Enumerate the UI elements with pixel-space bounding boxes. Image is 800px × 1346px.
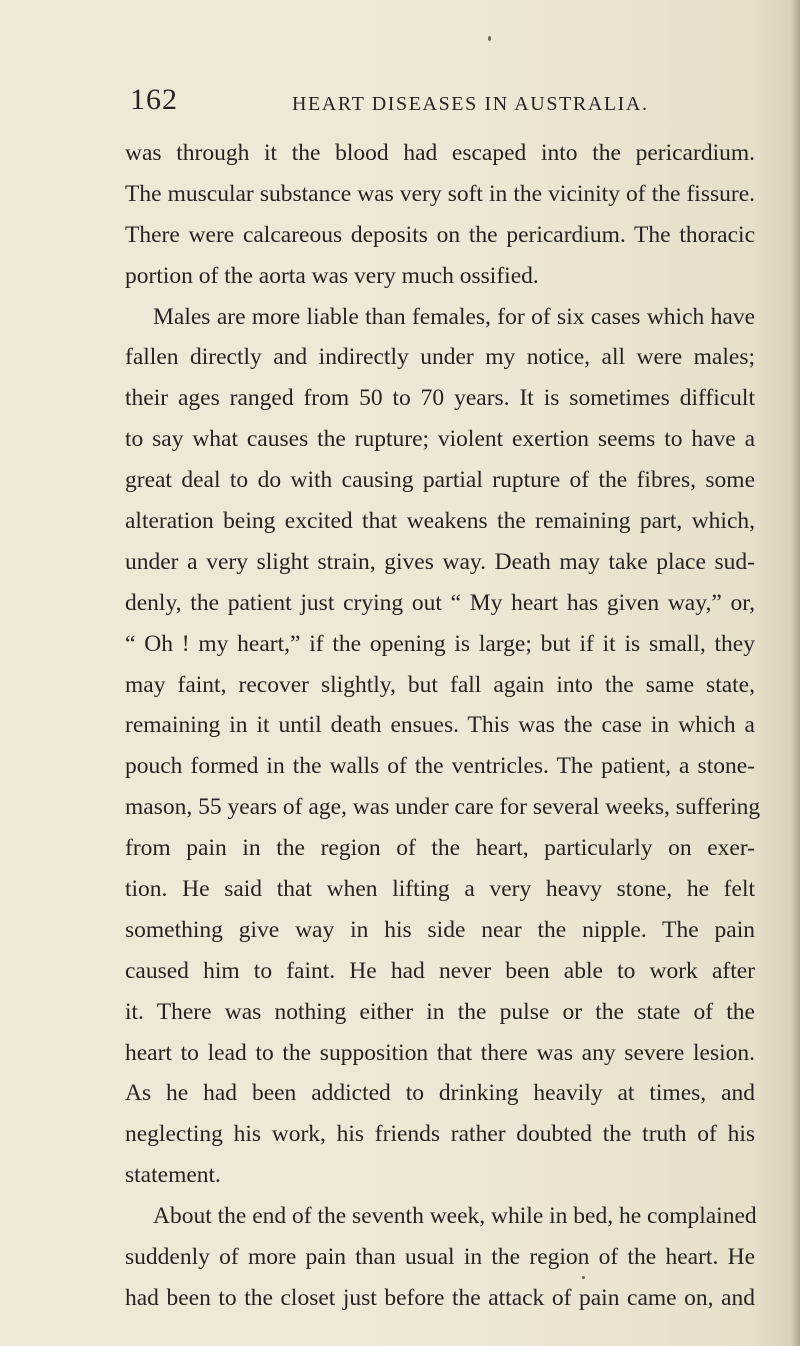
text-line: The muscular substance was very soft in the vicinity of the fissure. xyxy=(125,180,755,207)
text-line: remaining in it until death ensues. This was the case in which a xyxy=(125,712,755,739)
text-line: their ages ranged from 50 to 70 years. It is sometimes difficult xyxy=(125,385,755,412)
text-line: tion. He said that when lifting a very heavy stone, he felt xyxy=(125,876,755,903)
paragraph-start-line: Males are more liable than females, for of six cases which have xyxy=(153,303,755,330)
text-line: it. There was nothing either in the pulse or the state of the xyxy=(125,998,755,1025)
page-edge-shadow xyxy=(790,0,800,1346)
text-line: suddenly of more pain than usual in the region of the heart. He xyxy=(125,1244,755,1271)
text-line: great deal to do with causing partial rupture of the fibres, some xyxy=(125,467,755,494)
page-number: 162 xyxy=(130,83,178,116)
text-line: had been to the closet just before the attack of pain came on, and xyxy=(125,1284,755,1311)
text-line: mason, 55 years of age, was under care for several weeks, suffering xyxy=(125,794,761,821)
body-text xyxy=(125,133,761,1319)
text-line: As he had been addicted to drinking heavily at times, and xyxy=(125,1080,755,1107)
text-line: to say what causes the rupture; violent exertion seems to have a xyxy=(125,426,755,453)
paper-speck xyxy=(582,1276,585,1279)
text-line: “ Oh ! my heart,” if the opening is large; but if it is small, they xyxy=(125,630,755,657)
text-line: fallen directly and indirectly under my notice, all were males; xyxy=(125,344,755,371)
text-line: pouch formed in the walls of the ventricles. The patient, a stone- xyxy=(125,753,755,780)
text-line: from pain in the region of the heart, particularly on exer- xyxy=(125,835,755,862)
text-line: denly, the patient just crying out “ My heart has given way,” or, xyxy=(125,589,755,616)
text-line: alteration being excited that weakens the remaining part, which, xyxy=(125,508,755,535)
text-line: portion of the aorta was very much ossified. xyxy=(125,262,539,289)
text-line: was through it the blood had escaped into the pericardium. xyxy=(125,140,755,166)
text-line: may faint, recover slightly, but fall again into the same state, xyxy=(125,671,755,698)
text-line: heart to lead to the supposition that there was any severe lesion. xyxy=(125,1039,755,1066)
running-title: HEART DISEASES IN AUSTRALIA. xyxy=(292,93,649,115)
text-line: neglecting his work, his friends rather doubted the truth of his xyxy=(125,1121,755,1148)
text-line: caused him to faint. He had never been able to work after xyxy=(125,957,755,984)
text-line: something give way in his side near the nipple. The pain xyxy=(125,916,755,943)
text-line: There were calcareous deposits on the pericardium. The thoracic xyxy=(125,221,755,248)
text-line: under a very slight strain, gives way. Death may take place sud- xyxy=(125,548,755,575)
paragraph-start-line: About the end of the seventh week, while in bed, he complained xyxy=(153,1203,757,1230)
paper-speck xyxy=(488,36,491,41)
text-line: statement. xyxy=(125,1162,221,1189)
